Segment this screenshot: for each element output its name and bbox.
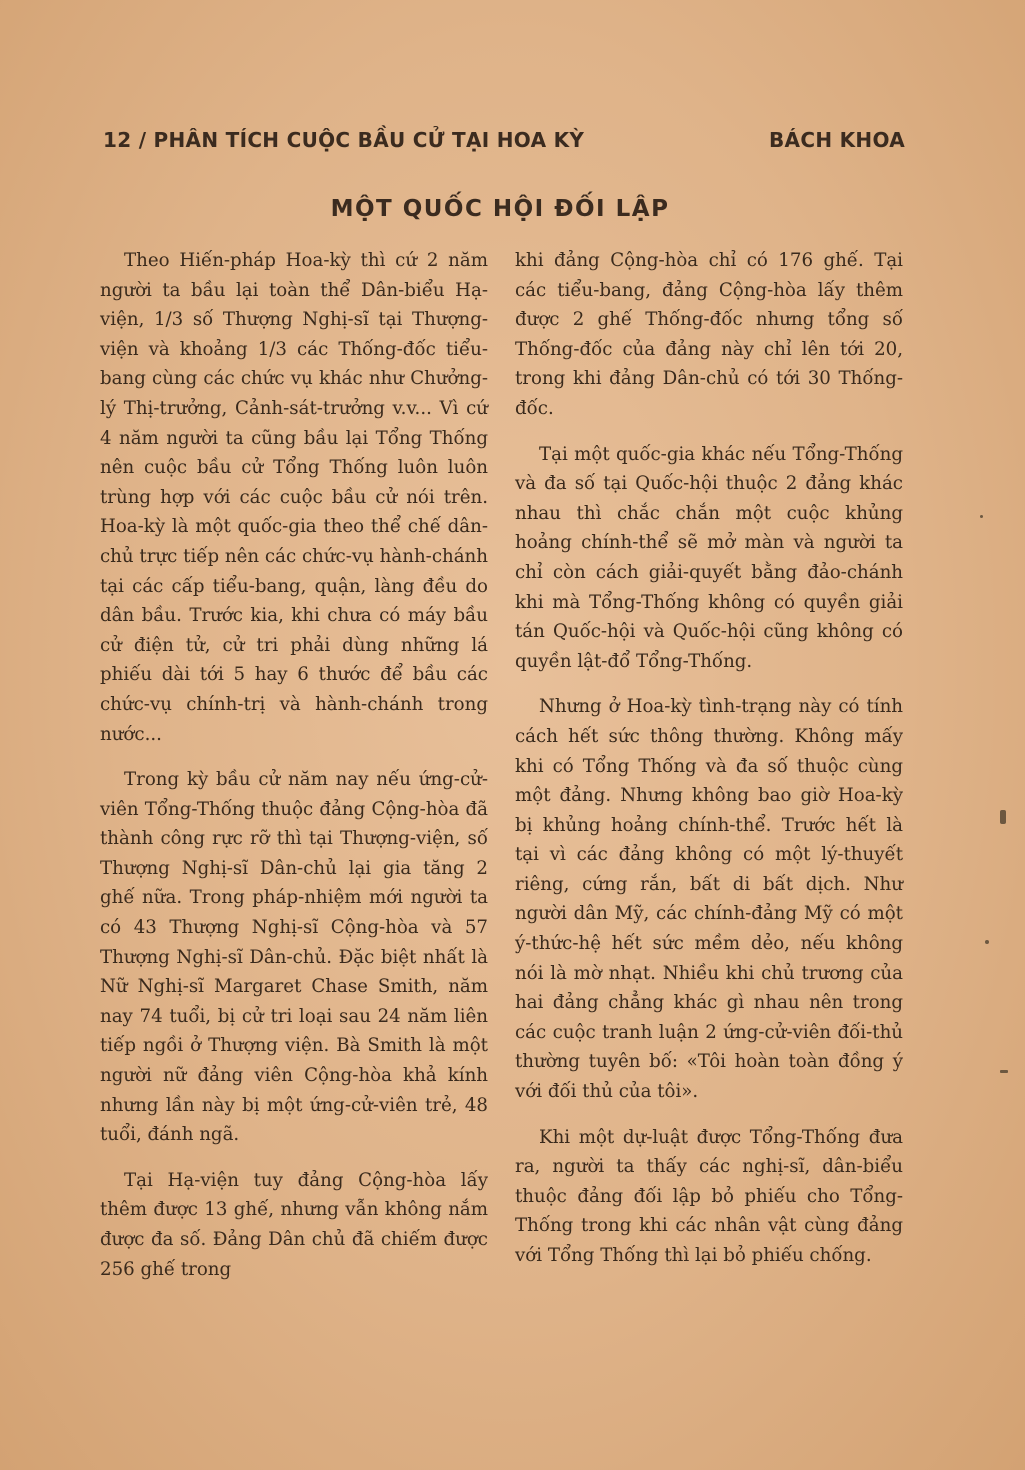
text-column-right (515, 246, 903, 1287)
paragraph: Tại một quốc-gia khác nếu Tổng-Thống và đa số tại Quốc-hội thuộc 2 đảng khác nhau thì chắc chắn một cuộc khủng hoảng chính-thể sẽ mở màn và người ta chỉ còn cách giải-quyết bằng đảo-chánh khi mà Tổng-Thống không có quyền giải tán Quốc-hội và Quốc-hội cũng không có quyền lật-đổ Tổng-Thống. (515, 443, 903, 672)
paragraph: Trong kỳ bầu cử năm nay nếu ứng-cử-viên Tổng-Thống thuộc đảng Cộng-hòa đã thành công rực rỡ thì tại Thượng-viện, số Thượng Nghị-sĩ Dân-chủ lại gia tăng 2 ghế nữa. Trong pháp-nhiệm mới người ta có 43 Thượng Nghị-sĩ Cộng-hòa và 57 Thượng Nghị-sĩ Dân-chủ. Đặc biệt nhất là Nữ Nghị-sĩ Margaret Chase Smith, năm nay 74 tuổi, bị cử tri loại sau 24 năm liên tiếp ngồi ở Thượng viện. Bà Smith là một người nữ đảng viên Cộng-hòa khả kính nhưng lần này bị một ứng-cử-viên trẻ, 48 tuổi, đánh ngã. (100, 769, 488, 1146)
paragraph-continued: khi đảng Cộng-hòa chỉ có 176 ghế. Tại các tiểu-bang, đảng Cộng-hòa lấy thêm được 2 ghế Thống-đốc nhưng tổng số Thống-đốc của đảng này chỉ lên tới 20, trong khi đảng Dân-chủ có tới 30 Thống-đốc. (515, 250, 903, 419)
magazine-name: BÁCH KHOA (769, 128, 905, 152)
paragraph: Khi một dự-luật được Tổng-Thống đưa ra, người ta thấy các nghị-sĩ, dân-biểu thuộc đảng đối lập bỏ phiếu cho Tổng-Thống trong khi các nhân vật cùng đảng với Tổng Thống thì lại bỏ phiếu chống. (515, 1126, 903, 1266)
paper-speck (1000, 810, 1006, 824)
paragraph: Tại Hạ-viện tuy đảng Cộng-hòa lấy thêm được 13 ghế, nhưng vẫn không nắm được đa số. Đảng Dân chủ đã chiếm được 256 ghế trong (100, 1169, 488, 1280)
page-number-and-article-title: 12 / PHÂN TÍCH CUỘC BẦU CỬ TẠI HOA KỲ (103, 128, 585, 152)
running-header (103, 128, 905, 158)
paper-speck (985, 940, 989, 944)
paragraph: Theo Hiến-pháp Hoa-kỳ thì cứ 2 năm người ta bầu lại toàn thể Dân-biểu Hạ-viện, 1/3 số Thượng Nghị-sĩ tại Thượng-viện và khoảng 1/3 các Thống-đốc tiểu-bang cùng các chức vụ khác như Chưởng-lý Thị-trưởng, Cảnh-sát-trưởng v.v... Vì cứ 4 năm người ta cũng bầu lại Tổng Thống nên cuộc bầu cử Tổng Thống luôn luôn trùng hợp với các cuộc bầu cử nói trên. Hoa-kỳ là một quốc-gia theo thể chế dân-chủ trực tiếp nên các chức-vụ hành-chánh tại các cấp tiểu-bang, quận, làng đều do dân bầu. Trước kia, khi chưa có máy bầu cử điện tử, cử tri phải dùng những lá phiếu dài tới 5 hay 6 thước để bầu các chức-vụ chính-trị và hành-chánh trong nước... (100, 250, 488, 745)
paper-speck (980, 515, 983, 518)
paper-speck (1000, 1070, 1008, 1073)
text-column-left (100, 246, 488, 1300)
paragraph: Nhưng ở Hoa-kỳ tình-trạng này có tính cách hết sức thông thường. Không mấy khi có Tổng Thống và đa số thuộc cùng một đảng. Nhưng không bao giờ Hoa-kỳ bị khủng hoảng chính-thể. Trước hết là tại vì các đảng không có một lý-thuyết riêng, cứng rắn, bất di bất dịch. Như người dân Mỹ, các chính-đảng Mỹ có một ý-thức-hệ hết sức mềm dẻo, nếu không nói là mờ nhạt. Nhiều khi chủ trương của hai đảng chẳng khác gì nhau nên trong các cuộc tranh luận 2 ứng-cử-viên đối-thủ thường tuyên bố: «Tôi hoàn toàn đồng ý với đối thủ của tôi». (515, 696, 903, 1103)
section-heading: MỘT QUỐC HỘI ĐỐI LẬP (330, 196, 670, 222)
